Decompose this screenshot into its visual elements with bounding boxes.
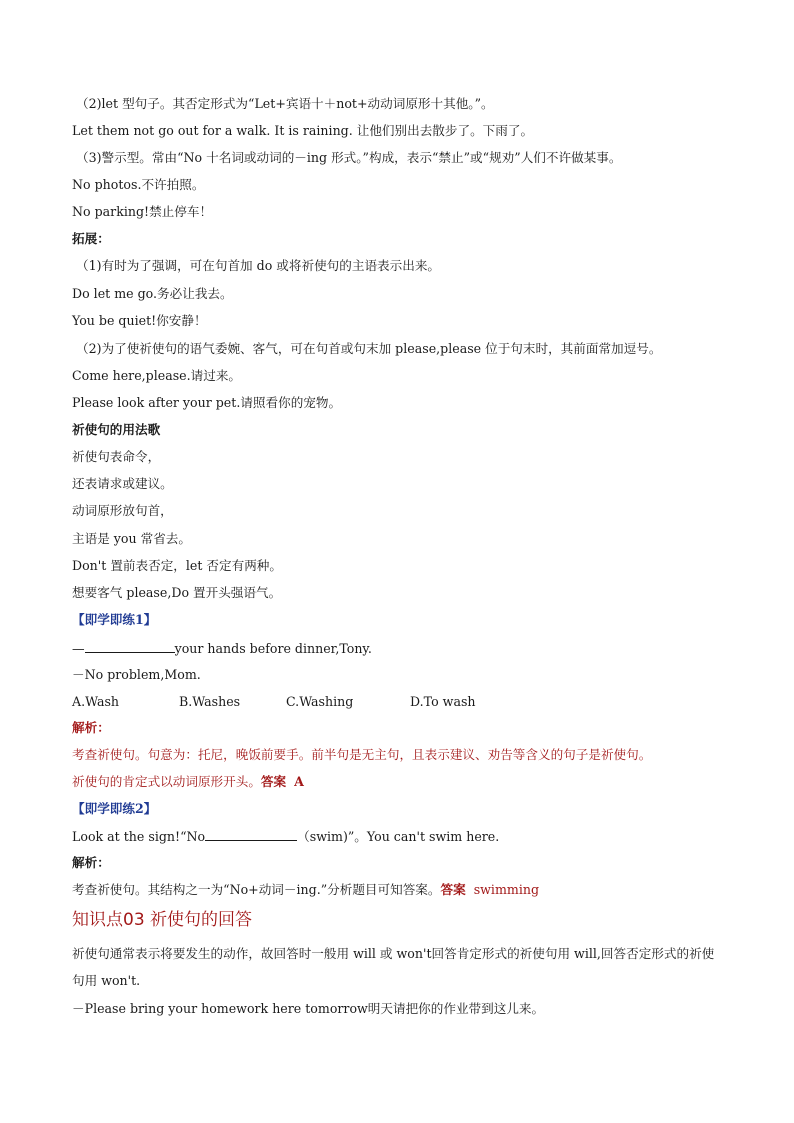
analysis-text: 祈使句的肯定式以动词原形开头。 <box>72 774 261 789</box>
question-suffix: （swim)”。You can't swim here. <box>297 829 500 844</box>
text-line: （2)let 型句子。其否定形式为“Let+宾语十＋not+动动词原形十其他。”。 <box>76 96 494 111</box>
song-line: 主语是 you 常省去。 <box>72 531 191 546</box>
exercise-2-analysis-label: 解析： <box>72 855 110 870</box>
question-prefix: Look at the sign!“No <box>72 829 206 844</box>
option-a: A.Wash <box>72 694 120 709</box>
section-paragraph: 祈使句通常表示将要发生的动作，故回答时一般用 will 或 won't回答肯定形式的祈使句用 will,回答否定形式的祈使句用 won't. <box>72 946 715 988</box>
option-d: D.To wash <box>410 694 476 709</box>
analysis-text: 考查祈使句。其结构之一为“No+动词－ing.”分析题目可知答案。 <box>72 882 441 897</box>
exercise-1-title: 【即学即练1】 <box>72 612 157 627</box>
text-line: （2)为了使祈使句的语气委婉、客气，可在句首或句末加 please,please 位于句末时，其前面常加逗号。 <box>76 341 662 356</box>
option-b: B.Washes <box>179 694 241 709</box>
answer-blank[interactable] <box>85 640 175 653</box>
section-example: －Please bring your homework here tomorrow明天请把你的作业带到这儿来。 <box>72 1001 545 1016</box>
question-suffix: your hands before dinner,Tony. <box>174 641 372 656</box>
song-line: Don't 置前表否定，let 否定有两种。 <box>72 558 282 573</box>
exercise-1-reply: －No problem,Mom. <box>72 667 201 682</box>
text-line: You be quiet!你安静！ <box>72 313 207 328</box>
song-line: 想要客气 please,Do 置开头强语气。 <box>72 585 282 600</box>
song-line: 还表请求或建议。 <box>72 476 173 491</box>
answer-value: A <box>294 774 304 789</box>
text-line: Come here,please.请过来。 <box>72 368 242 383</box>
exercise-1-analysis-end <box>72 774 732 790</box>
exercise-1-question <box>72 640 732 657</box>
text-line: Let them not go out for a walk. It is raining. 让他们别出去散步了。下雨了。 <box>72 123 534 138</box>
text-line: Do let me go.务必让我去。 <box>72 286 233 301</box>
question-prefix: — <box>72 641 85 656</box>
exercise-1-analysis-label: 解析： <box>72 720 110 735</box>
answer-value: swimming <box>473 882 540 897</box>
song-line: 祈使句表命令， <box>72 449 161 464</box>
text-line: （3)警示型。常由“No 十名词或动词的－ing 形式。”构成，表示“禁止”或“规劝”人们不许做某事。 <box>76 150 622 165</box>
answer-blank[interactable] <box>205 828 297 841</box>
exercise-2-analysis <box>72 882 732 898</box>
answer-label: 答案 <box>440 882 466 897</box>
section-label-extension: 拓展： <box>72 231 110 246</box>
option-c: C.Washing <box>286 694 354 709</box>
song-title: 祈使句的用法歌 <box>72 422 161 437</box>
text-line: Please look after your pet.请照看你的宠物。 <box>72 395 342 410</box>
section-heading: 知识点03 祈使句的回答 <box>72 910 253 930</box>
exercise-2-title: 【即学即练2】 <box>72 801 157 816</box>
exercise-1-analysis: 考查祈使句。句意为：托尼，晚饭前要手。前半句是无主句，且表示建议、劝告等含义的句子是祈使句。 <box>72 747 652 762</box>
text-line: No parking!禁止停车！ <box>72 204 213 219</box>
exercise-1-options <box>72 694 732 710</box>
text-line: No photos.不许拍照。 <box>72 177 205 192</box>
exercise-2-question <box>72 828 732 845</box>
answer-label: 答案 <box>260 774 287 789</box>
text-line: （1)有时为了强调，可在句首加 do 或将祈使句的主语表示出来。 <box>76 258 441 273</box>
song-line: 动词原形放句首， <box>72 503 173 518</box>
